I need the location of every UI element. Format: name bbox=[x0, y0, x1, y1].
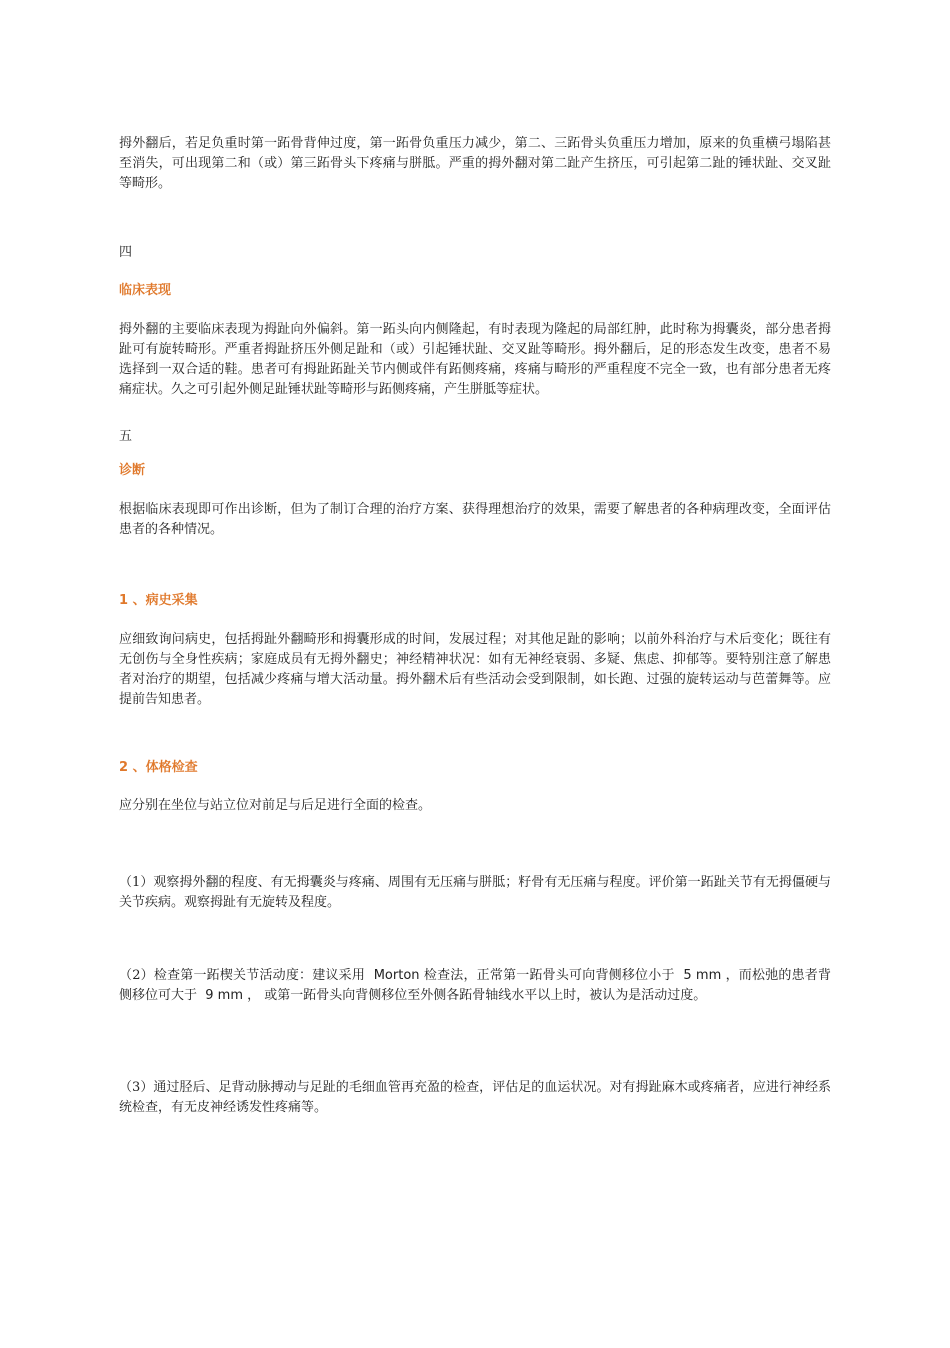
exam-item-2 bbox=[119, 966, 831, 1006]
subsection-history-heading: 1 、病史采集 bbox=[119, 593, 198, 608]
exam-item-2-value-5mm: 5 mm ， bbox=[683, 968, 739, 983]
exam-item-3: （3）通过胫后、足背动脉搏动与足趾的毛细血管再充盈的检查，评估足的血运状况。对有拇趾麻木或疼痛者，应进行神经系统检查，有无皮神经诱发性疼痛等。 bbox=[119, 1080, 831, 1115]
section4-heading: 临床表现 bbox=[119, 283, 172, 298]
exam-item-2-value-9mm: 9 mm ， bbox=[205, 988, 261, 1003]
exam-item-2-morton: Morton bbox=[373, 968, 420, 983]
exam-item-1: （1）观察拇外翻的程度、有无拇囊炎与疼痛、周围有无压痛与胼胝；籽骨有无压痛与程度。评价第一跖趾关节有无拇僵硬与关节疾病。观察拇趾有无旋转及程度。 bbox=[119, 875, 831, 910]
subsection-exam-heading: 2 、体格检查 bbox=[119, 760, 198, 775]
section5-number: 五 bbox=[119, 429, 133, 444]
section5-heading: 诊断 bbox=[119, 463, 146, 478]
section3-continuation-paragraph: 拇外翻后，若足负重时第一跖骨背伸过度，第一跖骨负重压力减少，第二、三跖骨头负重压力增加，原来的负重横弓塌陷甚至消失，可出现第二和（或）第三跖骨头下疼痛与胼胝。严重的拇外翻对第二趾产生挤压，可引起第二趾的锤状趾、交叉趾等畸形。 bbox=[119, 136, 831, 191]
exam-item-2-part-c: 检查法，正常第一跖骨头可向背侧移位小于 bbox=[423, 968, 675, 983]
section4-body-paragraph: 拇外翻的主要临床表现为拇趾向外偏斜。第一跖头向内侧隆起，有时表现为隆起的局部红肿，此时称为拇囊炎，部分患者拇趾可有旋转畸形。严重者拇趾挤压外侧足趾和（或）引起锤状趾、交叉趾等畸形。拇外翻后，足的形态发生改变，患者不易选择到一双合适的鞋。患者可有拇趾跖趾关节内侧或伴有跖侧疼痛，疼痛与畸形的严重程度不完全一致，也有部分患者无疼痛症状。久之可引起外侧足趾锤状趾等畸形与跖侧疼痛，产生胼胝等症状。 bbox=[119, 322, 831, 397]
exam-item-2-part-g: 或第一跖骨头向背侧移位至外侧各跖骨轴线水平以上时，被认为是活动过度。 bbox=[264, 988, 707, 1003]
section4-number: 四 bbox=[119, 245, 133, 260]
exam-item-2-part-e: 而松弛的患者背侧移位可大于 bbox=[119, 968, 831, 1003]
exam-item-2-part-a: （2）检查第一跖楔关节活动度：建议采用 bbox=[119, 968, 366, 983]
subsection-exam-intro: 应分别在坐位与站立位对前足与后足进行全面的检查。 bbox=[119, 798, 432, 813]
section5-body-paragraph: 根据临床表现即可作出诊断，但为了制订合理的治疗方案、获得理想治疗的效果，需要了解患者的各种病理改变，全面评估患者的各种情况。 bbox=[119, 502, 831, 537]
subsection-history-paragraph: 应细致询问病史，包括拇趾外翻畸形和拇囊形成的时间，发展过程；对其他足趾的影响；以前外科治疗与术后变化；既往有无创伤与全身性疾病；家庭成员有无拇外翻史；神经精神状况：如有无神经衰弱、多疑、焦虑、抑郁等。要特别注意了解患者对治疗的期望，包括减少疼痛与增大活动量。拇外翻术后有些活动会受到限制，如长跑、过强的旋转运动与芭蕾舞等。应提前告知患者。 bbox=[119, 632, 831, 707]
